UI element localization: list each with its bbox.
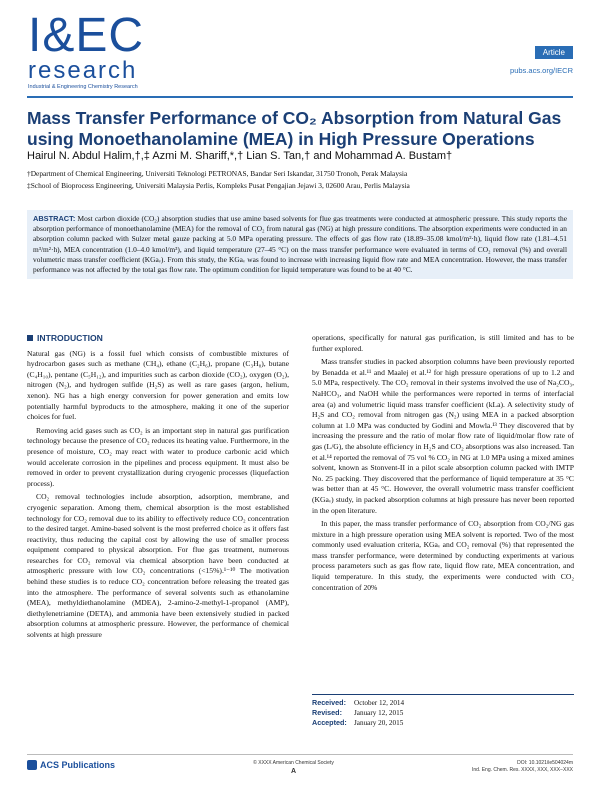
affiliation-1: †Department of Chemical Engineering, Universiti Teknologi PETRONAS, Bandar Seri Iskandar, 31750 Tronoh, Perak Malaysia [27, 169, 408, 178]
revised-label: Revised: [312, 708, 342, 717]
right-column [312, 333, 574, 596]
abstract-box [27, 210, 573, 279]
abstract-label: ABSTRACT: [33, 214, 76, 223]
page-number: A [290, 768, 297, 775]
header-rule [27, 96, 573, 98]
paper-title: Mass Transfer Performance of CO₂ Absorption from Natural Gas using Monoethanolamine (MEA) in High Pressure Operations [27, 108, 562, 149]
accepted-label: Accepted: [312, 718, 347, 727]
paragraph: Removing acid gases such as CO₂ is an important step in natural gas purification technology because the presence of CO₂ reduces its heating value. Furthermore, in the presence of moisture, CO₂ may react with water to produce carbonic acid which would accelerate corrosion in the pipelines and process equipment. It must also be removed in order to prevent crystallization during cryogenic processes (liquefaction process). [27, 425, 290, 488]
paragraph: In this paper, the mass transfer performance of CO₂ absorption from CO₂/NG gas mixture in a high pressure operation using MEA solvent is reported. Two of the most commonly used evaluation criteria, KGaᵥ and CO₂ removal (%) that represented the mass transfer performance, were determined by conducting experiments at various process parameters such as gas flow rate, liquid flow rate, MEA concentration, and liquid temperature. In this study, the experiments were conducted with CO₂ concentration of 20% [312, 519, 574, 592]
accepted-value: January 20, 2015 [354, 719, 404, 727]
received-label: Received: [312, 698, 346, 707]
date-received [312, 698, 574, 708]
journal-url[interactable]: pubs.acs.org/IECR [510, 66, 573, 75]
footer-center [253, 760, 334, 775]
revised-value: January 12, 2015 [354, 709, 404, 717]
publisher-logo [27, 760, 115, 770]
paragraph: Natural gas (NG) is a fossil fuel which consists of combustible mixtures of hydrocarbon gases such as methane (CH₄), ethane (C₂H₆), propane (C₃H₈), butane (C₄H₁₀), pentane (C₅H₁₂), and impurities such as carbon dioxide (CO₂), oxygen (O₂), nitrogen (N₂), and hydrogen sulfide (H₂S) as well as rare gases (argon, helium, xenon). NG has a high energy conversion for power generation and emits low potentially harmful byproducts to the atmosphere, making it one of the superior choices for fuel. [27, 348, 289, 422]
footer-right [472, 760, 573, 774]
logo-main: I&EC [28, 9, 145, 62]
article-dates [312, 694, 574, 728]
affiliations [27, 168, 573, 192]
citation-text: Ind. Eng. Chem. Res. XXXX, XXX, XXX−XXX [471, 767, 573, 773]
article-badge: Article [535, 46, 573, 59]
date-accepted [312, 718, 574, 728]
paragraph: CO₂ removal technologies include absorption, adsorption, membrane, and cryogenic separation. Among them, chemical absorption is the most established technology for CO₂ removal due to its ability to effectively reduce CO₂ concentration to the desired target. Amine-based solvent is the most preferred choice as it offers fast reactivity, thus reducing the capital cost by allowing the use of smaller process equipment compared to physical absorption. For flue gas treatment, numerous researches for CO₂ removal via chemical absorption have been conducted at atmospheric pressure with low CO₂ concentrations (<15%).¹⁻¹⁰ The motivation behind these studies is to reduce CO₂ concentration before releasing the treated gas into the atmosphere. The performance of several solvents such as ethanolamine (MEA), methyldiethanolamine (MDEA), 2-amino-2-methyl-1-propanol (AMP), diethylenetriamine (DETA), and ammonia have been extensively studied in packed absorption columns at atmospheric pressure. However, the performance of chemical solvents at high pressure [27, 492, 289, 640]
date-revised [312, 708, 574, 718]
left-column [27, 333, 289, 644]
paragraph: Mass transfer studies in packed absorption columns have been previously reported by Benadda et al.¹¹ and Maalej et al.¹² for high pressure operations of up to 1.2 and 5.0 MPa, respectively. The CO₂ removal in their systems involved the use of Na₂CO₃, NaHCO₃, and NaOH while the performances were reported in terms of interfacial area (a) and volumetric liquid mass transfer coefficient (kLa). A selectivity study of H₂S and CO₂ removal from nitrogen gas (N₂) using MEA in a packed absorption column at 1.0 MPa was conducted by Godini and Mowla.¹³ They discovered that by increasing the pressure and the ratio of molar flow rate of liquid/molar flow rate of gas (L/G), the absolute efficiency in H₂S and CO₂ absorptions was also increased. Tan et al.¹⁴ reported the removal of 75 vol % CO₂ in NG at 1.0 MPa using a mixed amines solvent, known as Stonvent-II in a pilot scale absorption column packed with IMTP No. 25 packing. They discovered that the performance of liquid temperature at 35 °C was better than at 45 °C. However, the overall volumetric mass transfer coefficient (KGaᵥ) study, in packed absorption columns at high pressure has never been reported in the open literature. [312, 357, 574, 515]
abstract-text: Most carbon dioxide (CO₂) absorption studies that use amine based solvents for flue gas treatments were conducted at atmospheric pressure. This study reports the absorption performance of monoethanolamine (MEA) for the removal of CO₂ from natural gas (NG) at high pressure conditions. The absorption experiments were conducted in an absorption column packed with Sulzer metal gauze packing at 5.0 MPa operating pressure. The effects of gas flow rate (18.89–35.08 kmol/m²·h), liquid flow rate (1.81–4.51 m³/m²·h), MEA concentration (1.0–4.0 kmol/m³), and liquid temperature (27–45 °C) on the mass transfer performance were evaluated in terms of CO₂ removal (%) and overall volumetric mass transfer coefficient (KGaᵥ). From this study, the KGaᵥ was found to increase with increasing liquid flow rate and MEA concentration. However, the mass transfer performance was not affected by the total gas flow rate. The optimum condition for liquid temperature was found to be at 40 °C. [33, 214, 567, 275]
acs-icon [27, 760, 37, 770]
intro-heading-text: INTRODUCTION [37, 333, 103, 343]
logo-subtitle: Industrial & Engineering Chemistry Research [28, 84, 138, 90]
logo-word: research [28, 57, 138, 84]
page-footer [27, 754, 573, 775]
intro-heading [27, 333, 289, 344]
publisher-name: ACS Publications [40, 760, 116, 770]
section-square-icon [27, 335, 33, 341]
affiliation-2: ‡School of Bioprocess Engineering, Universiti Malaysia Perlis, Kompleks Pusat Pengajian Jejawi 3, 02600 Arau, Perlis Malaysia [27, 181, 410, 190]
copyright: © XXXX American Chemical Society [253, 760, 334, 766]
received-value: October 12, 2014 [354, 699, 405, 707]
journal-logo [28, 9, 168, 90]
author-list: Hairul N. Abdul Halim,†,‡ Azmi M. Shariff,*,† Lian S. Tan,† and Mohammad A. Bustam† [27, 150, 453, 162]
doi-text[interactable]: DOI: 10.1021/ie504024m [517, 760, 573, 766]
paragraph: operations, specifically for natural gas purification, is still limited and has to be further explored. [312, 333, 574, 353]
